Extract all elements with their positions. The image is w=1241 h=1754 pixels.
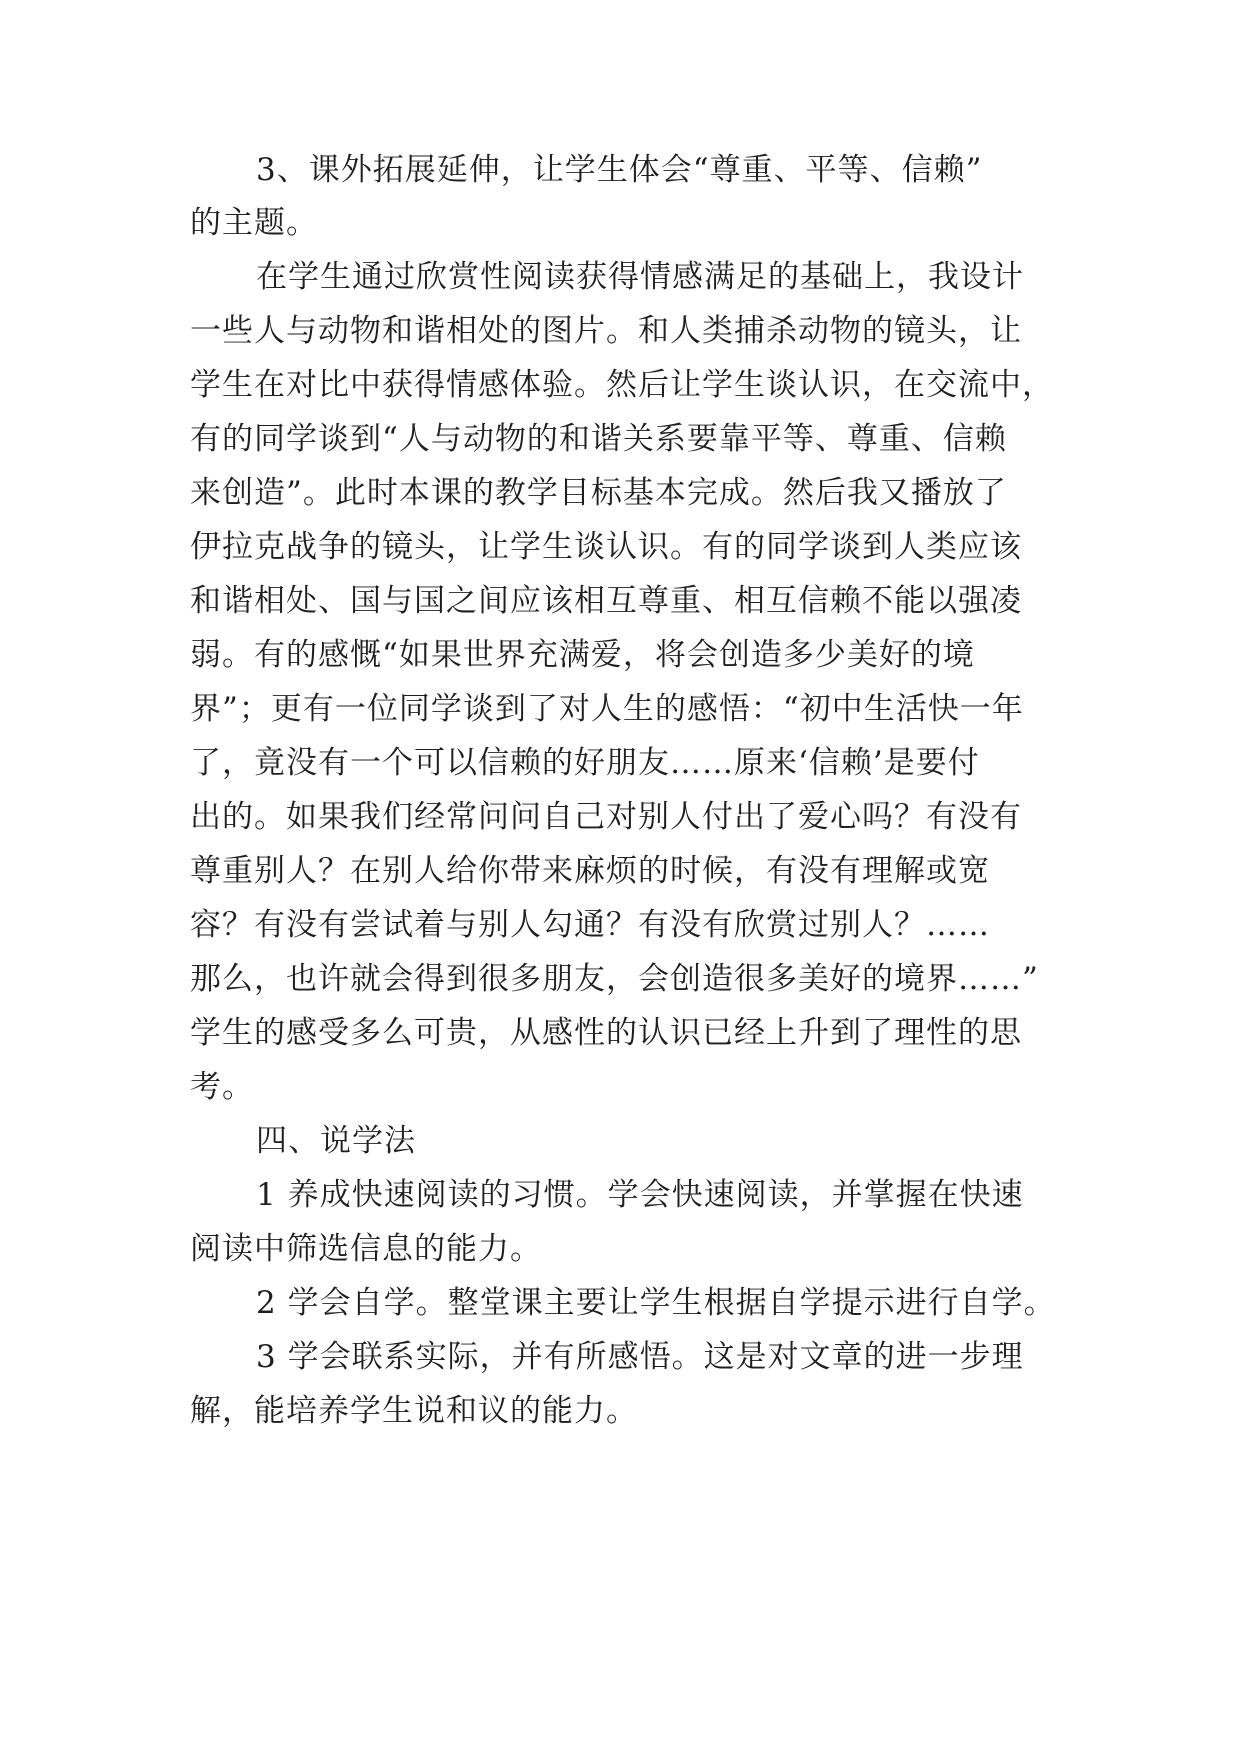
text-line: 界”；更有一位同学谈到了对人生的感悟：“初中生活快一年 bbox=[190, 691, 1024, 727]
text-line: 2 学会自学。整堂课主要让学生根据自学提示进行自学。 bbox=[256, 1285, 1056, 1321]
text-line: 1 养成快速阅读的习惯。学会快速阅读，并掌握在快速 bbox=[256, 1177, 1024, 1213]
text-line: 伊拉克战争的镜头，让学生谈认识。有的同学谈到人类应该 bbox=[190, 529, 1022, 565]
text-line: 来创造”。此时本课的教学目标基本完成。然后我又播放了 bbox=[190, 475, 1007, 511]
text-line: 容？有没有尝试着与别人勾通？有没有欣赏过别人？…… bbox=[190, 907, 990, 943]
text-line: 那么，也许就会得到很多朋友，会创造很多美好的境界……” bbox=[190, 961, 1039, 997]
text-line: 3、课外拓展延伸，让学生体会“尊重、平等、信赖” bbox=[256, 152, 983, 188]
text-line: 和谐相处、国与国之间应该相互尊重、相互信赖不能以强凌 bbox=[190, 583, 1022, 619]
text-line: 一些人与动物和谐相处的图片。和人类捕杀动物的镜头，让 bbox=[190, 313, 1022, 349]
text-line: 在学生通过欣赏性阅读获得情感满足的基础上，我设计 bbox=[256, 259, 1024, 295]
text-line: 尊重别人？在别人给你带来麻烦的时候，有没有理解或宽 bbox=[190, 853, 990, 889]
section-heading: 四、说学法 bbox=[256, 1123, 416, 1159]
text-line: 弱。有的感慨“如果世界充满爱，将会创造多少美好的境 bbox=[190, 637, 975, 673]
text-line: 阅读中筛选信息的能力。 bbox=[190, 1231, 542, 1267]
text-line: 有的同学谈到“人与动物的和谐关系要靠平等、尊重、信赖 bbox=[190, 421, 1007, 457]
text-line: 解，能培养学生说和议的能力。 bbox=[190, 1393, 638, 1429]
text-line: 出的。如果我们经常问问自己对别人付出了爱心吗？有没有 bbox=[190, 799, 1022, 835]
text-line: 考。 bbox=[190, 1069, 254, 1105]
text-line: 学生的感受多么可贵，从感性的认识已经上升到了理性的思 bbox=[190, 1015, 1022, 1051]
text-line: 3 学会联系实际，并有所感悟。这是对文章的进一步理 bbox=[256, 1339, 1024, 1375]
text-line: 的主题。 bbox=[190, 205, 318, 241]
text-line: 学生在对比中获得情感体验。然后让学生谈认识，在交流中， bbox=[190, 367, 1054, 403]
text-line: 了，竟没有一个可以信赖的好朋友……原来‘信赖’是要付 bbox=[190, 745, 980, 781]
